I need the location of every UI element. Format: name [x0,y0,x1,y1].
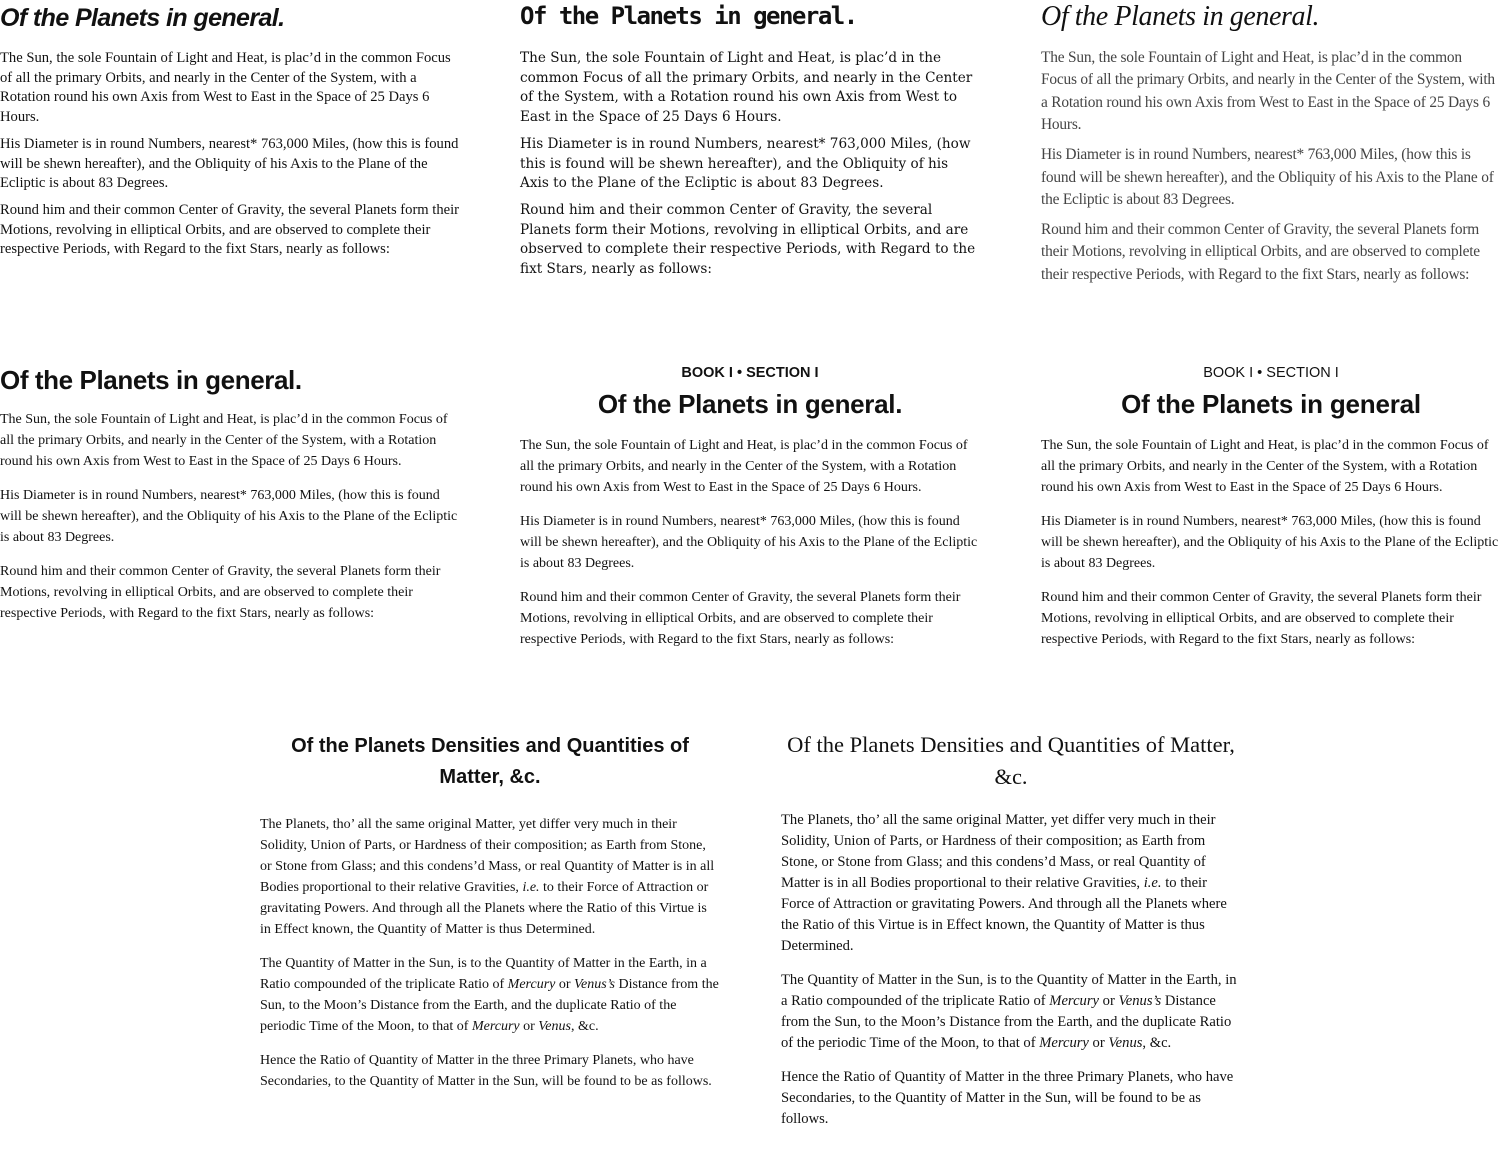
specimen-5 [520,364,980,663]
paragraph: The Planets, tho’ all the same original Matter, yet differ very much in their Solidity, Union of Parts, or Hardness of their composition; as Earth from Stone, or Stone from Glass; and this condens’d Mass, or real Quantity of Matter is in all Bodies proportional to their relative Gravities, i.e. to their Force of Attraction or gravitating Powers. And through all the Planets where the Ratio of this Virtue is in Effect known, the Quantity of Matter is thus Determined. [781,812,1227,954]
paragraph: His Diameter is in round Numbers, nearest* 763,000 Miles, (how this is found will be shewn hereafter), and the Obliquity of his Axis to the Plane of the Ecliptic is about 83 Degrees. [1041,514,1499,571]
section-heading: Of the Planets in general. [0,4,285,32]
specimen-6 [1041,364,1500,663]
paragraph: His Diameter is in round Numbers, nearest* 763,000 Miles, (how this is found will be shewn hereafter), and the Obliquity of his Axis to the Plane of the Ecliptic is about 83 Degrees. [520,135,971,192]
specimen-3 [1041,0,1500,294]
paragraph: The Sun, the sole Fountain of Light and Heat, is plac’d in the common Focus of all the primary Orbits, and nearly in the Center of the System, with a Rotation round his own Axis from West to East in the Space of 25 Days 6 Hours. [1041,49,1495,134]
paragraph: Round him and their common Center of Gravity, the several Planets form their Motions, revolving in elliptical Orbits, and are observed to complete their respective Periods, with Regard to the fixt Stars, nearly as follows: [0,564,441,621]
section-kicker: BOOK I • SECTION I [1203,365,1339,381]
section-kicker: BOOK I • SECTION I [681,365,819,381]
paragraph: Hence the Ratio of Quantity of Matter in the three Primary Planets, who have Secondaries, to the Quantity of Matter in the Sun, will be found to be as follows. [260,1053,712,1089]
section-heading: Of the Planets Densities and Quantities of Matter, &c. [291,735,689,788]
paragraph: The Sun, the sole Fountain of Light and Heat, is plac’d in the common Focus of all the primary Orbits, and nearly in the Center of the System, with a Rotation round his own Axis from West to East in the Space of 25 Days 6 Hours. [0,50,451,126]
section-heading: Of the Planets in general [1121,389,1421,419]
section-heading: Of the Planets in general. [1041,1,1320,32]
paragraph: The Quantity of Matter in the Sun, is to the Quantity of Matter in the Earth, in a Ratio compounded of the triplicate Ratio of Mercury or Venus’s Distance from the Sun, to the Moon’s Distance from the Earth, and the duplicate Ratio of the periodic Time of the Moon, to that of Mercury or Venus, &c. [781,972,1237,1051]
paragraph: The Sun, the sole Fountain of Light and Heat, is plac’d in the common Focus of all the primary Orbits, and nearly in the Center of the System, with a Rotation round his own Axis from West to East in the Space of 25 Days 6 Hours. [520,50,973,126]
specimen-1 [0,0,460,267]
section-heading: Of the Planets Densities and Quantities of Matter, &c. [787,732,1235,789]
paragraph: The Sun, the sole Fountain of Light and Heat, is plac’d in the common Focus of all the primary Orbits, and nearly in the Center of the System, with a Rotation round his own Axis from West to East in the Space of 25 Days 6 Hours. [0,412,448,469]
specimen-4 [0,365,460,637]
paragraph: His Diameter is in round Numbers, nearest* 763,000 Miles, (how this is found will be shewn hereafter), and the Obliquity of his Axis to the Plane of the Ecliptic is about 83 Degrees. [1041,146,1494,208]
paragraph: His Diameter is in round Numbers, nearest* 763,000 Miles, (how this is found will be shewn hereafter), and the Obliquity of his Axis to the Plane of the Ecliptic is about 83 Degrees. [0,135,459,192]
paragraph: The Quantity of Matter in the Sun, is to the Quantity of Matter in the Earth, in a Ratio compounded of the triplicate Ratio of Mercury or Venus’s Distance from the Sun, to the Moon’s Distance from the Earth, and the duplicate Ratio of the periodic Time of the Moon, to that of Mercury or Venus, &c. [260,956,719,1034]
specimen-8 [781,729,1241,1143]
paragraph: Round him and their common Center of Gravity, the several Planets form their Motions, revolving in elliptical Orbits, and are observed to complete their respective Periods, with Regard to the fixt Stars, nearly as follows: [520,590,961,647]
paragraph: Round him and their common Center of Gravity, the several Planets form their Motions, revolving in elliptical Orbits, and are observed to complete their respective Periods, with Regard to the fixt Stars, nearly as follows: [520,201,976,278]
paragraph: The Planets, tho’ all the same original Matter, yet differ very much in their Solidity, Union of Parts, or Hardness of their composition; as Earth from Stone, or Stone from Glass; and this condens’d Mass, or real Quantity of Matter is in all Bodies proportional to their relative Gravities, i.e. to their Force of Attraction or gravitating Powers. And through all the Planets where the Ratio of this Virtue is in Effect known, the Quantity of Matter is thus Determined. [260,817,715,937]
paragraph: His Diameter is in round Numbers, nearest* 763,000 Miles, (how this is found will be shewn hereafter), and the Obliquity of his Axis to the Plane of the Ecliptic is about 83 Degrees. [520,514,978,571]
paragraph: Hence the Ratio of Quantity of Matter in the three Primary Planets, who have Secondaries, to the Quantity of Matter in the Sun, will be found to be as follows. [781,1069,1234,1127]
specimen-7 [260,731,720,1105]
paragraph: Round him and their common Center of Gravity, the several Planets form their Motions, revolving in elliptical Orbits, and are observed to complete their respective Periods, with Regard to the fixt Stars, nearly as follows: [0,201,460,258]
specimen-2 [520,0,980,287]
paragraph: The Sun, the sole Fountain of Light and Heat, is plac’d in the common Focus of all the primary Orbits, and nearly in the Center of the System, with a Rotation round his own Axis from West to East in the Space of 25 Days 6 Hours. [1041,438,1489,495]
paragraph: Round him and their common Center of Gravity, the several Planets form their Motions, revolving in elliptical Orbits, and are observed to complete their respective Periods, with Regard to the fixt Stars, nearly as follows: [1041,220,1480,283]
section-heading: Of the Planets in general. [597,389,903,419]
paragraph: His Diameter is in round Numbers, nearest* 763,000 Miles, (how this is found will be shewn hereafter), and the Obliquity of his Axis to the Plane of the Ecliptic is about 83 Degrees. [0,488,458,545]
section-heading: Of the Planets in general. [0,365,302,395]
paragraph: The Sun, the sole Fountain of Light and Heat, is plac’d in the common Focus of all the primary Orbits, and nearly in the Center of the System, with a Rotation round his own Axis from West to East in the Space of 25 Days 6 Hours. [520,438,968,495]
paragraph: Round him and their common Center of Gravity, the several Planets form their Motions, revolving in elliptical Orbits, and are observed to complete their respective Periods, with Regard to the fixt Stars, nearly as follows: [1041,590,1482,647]
section-heading: Of the Planets in general. [520,2,857,30]
